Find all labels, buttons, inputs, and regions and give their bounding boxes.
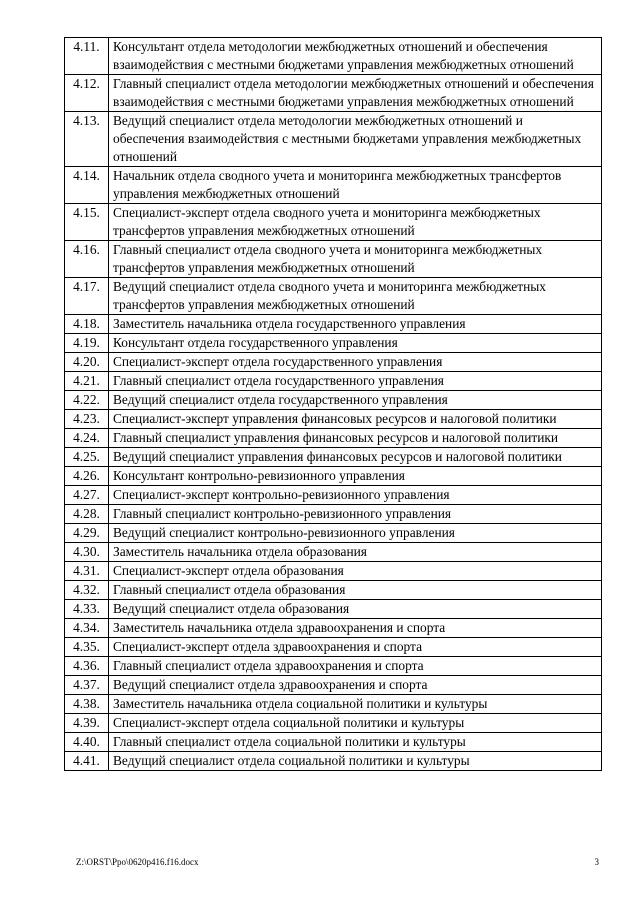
table-row (65, 600, 602, 619)
table-row (65, 353, 602, 372)
table-row (65, 657, 602, 676)
position-title: Ведущий специалист отдела сводного учета и мониторинга межбюджетных трансфертов управления межбюджетных отношений (109, 278, 602, 315)
position-title: Ведущий специалист отдела методологии межбюджетных отношений и обеспечения взаимодействия с местными бюджетами управления межбюджетных отношений (109, 112, 602, 167)
position-title: Ведущий специалист отдела образования (109, 600, 602, 619)
table-row (65, 562, 602, 581)
row-number: 4.30. (65, 543, 109, 562)
table-row (65, 410, 602, 429)
row-number: 4.27. (65, 486, 109, 505)
row-number: 4.18. (65, 315, 109, 334)
position-title: Консультант отдела методологии межбюджетных отношений и обеспечения взаимодействия с местными бюджетами управления межбюджетных отношений (109, 38, 602, 75)
table-row (65, 581, 602, 600)
position-title: Специалист-эксперт отдела здравоохранения и спорта (109, 638, 602, 657)
position-title: Ведущий специалист контрольно-ревизионного управления (109, 524, 602, 543)
row-number: 4.14. (65, 167, 109, 204)
position-title: Заместитель начальника отдела государственного управления (109, 315, 602, 334)
position-title: Заместитель начальника отдела здравоохранения и спорта (109, 619, 602, 638)
table-row (65, 241, 602, 278)
position-title: Консультант контрольно-ревизионного управления (109, 467, 602, 486)
row-number: 4.32. (65, 581, 109, 600)
row-number: 4.17. (65, 278, 109, 315)
footer-page-number: 3 (594, 857, 599, 867)
position-title: Главный специалист отдела методологии межбюджетных отношений и обеспечения взаимодействия с местными бюджетами управления межбюджетных отношений (109, 75, 602, 112)
position-title: Специалист-эксперт отдела государственного управления (109, 353, 602, 372)
row-number: 4.13. (65, 112, 109, 167)
position-title: Специалист-эксперт отдела социальной политики и культуры (109, 714, 602, 733)
table-row (65, 429, 602, 448)
table-row (65, 448, 602, 467)
table-row (65, 372, 602, 391)
row-number: 4.25. (65, 448, 109, 467)
table-row (65, 524, 602, 543)
row-number: 4.24. (65, 429, 109, 448)
row-number: 4.23. (65, 410, 109, 429)
positions-table (64, 37, 602, 771)
position-title: Консультант отдела государственного управления (109, 334, 602, 353)
row-number: 4.21. (65, 372, 109, 391)
table-row (65, 167, 602, 204)
table-row (65, 619, 602, 638)
table-row (65, 75, 602, 112)
table-row (65, 543, 602, 562)
position-title: Главный специалист управления финансовых ресурсов и налоговой политики (109, 429, 602, 448)
table-row (65, 278, 602, 315)
row-number: 4.40. (65, 733, 109, 752)
row-number: 4.29. (65, 524, 109, 543)
row-number: 4.37. (65, 676, 109, 695)
row-number: 4.26. (65, 467, 109, 486)
position-title: Начальник отдела сводного учета и мониторинга межбюджетных трансфертов управления межбюджетных отношений (109, 167, 602, 204)
position-title: Главный специалист контрольно-ревизионного управления (109, 505, 602, 524)
position-title: Ведущий специалист отдела социальной политики и культуры (109, 752, 602, 771)
row-number: 4.15. (65, 204, 109, 241)
row-number: 4.31. (65, 562, 109, 581)
positions-table-body (65, 38, 602, 771)
position-title: Специалист-эксперт управления финансовых ресурсов и налоговой политики (109, 410, 602, 429)
table-row (65, 505, 602, 524)
row-number: 4.11. (65, 38, 109, 75)
table-row (65, 315, 602, 334)
table-row (65, 486, 602, 505)
table-row (65, 334, 602, 353)
footer-file-path: Z:\ORST\Ppo\0620p416.f16.docx (76, 857, 199, 867)
position-title: Главный специалист отдела социальной политики и культуры (109, 733, 602, 752)
position-title: Специалист-эксперт отдела образования (109, 562, 602, 581)
table-row (65, 38, 602, 75)
row-number: 4.39. (65, 714, 109, 733)
position-title: Ведущий специалист отдела здравоохранения и спорта (109, 676, 602, 695)
position-title: Заместитель начальника отдела образования (109, 543, 602, 562)
table-row (65, 676, 602, 695)
table-row (65, 467, 602, 486)
position-title: Ведущий специалист управления финансовых ресурсов и налоговой политики (109, 448, 602, 467)
row-number: 4.22. (65, 391, 109, 410)
row-number: 4.36. (65, 657, 109, 676)
position-title: Специалист-эксперт контрольно-ревизионного управления (109, 486, 602, 505)
position-title: Ведущий специалист отдела государственного управления (109, 391, 602, 410)
position-title: Главный специалист отдела образования (109, 581, 602, 600)
row-number: 4.16. (65, 241, 109, 278)
row-number: 4.34. (65, 619, 109, 638)
row-number: 4.33. (65, 600, 109, 619)
table-row (65, 391, 602, 410)
positions-table-container (64, 37, 601, 771)
row-number: 4.12. (65, 75, 109, 112)
table-row (65, 733, 602, 752)
table-row (65, 714, 602, 733)
table-row (65, 638, 602, 657)
table-row (65, 112, 602, 167)
position-title: Заместитель начальника отдела социальной политики и культуры (109, 695, 602, 714)
table-row (65, 204, 602, 241)
row-number: 4.19. (65, 334, 109, 353)
row-number: 4.20. (65, 353, 109, 372)
position-title: Главный специалист отдела государственного управления (109, 372, 602, 391)
table-row (65, 752, 602, 771)
position-title: Главный специалист отдела здравоохранения и спорта (109, 657, 602, 676)
table-row (65, 695, 602, 714)
position-title: Специалист-эксперт отдела сводного учета и мониторинга межбюджетных трансфертов управления межбюджетных отношений (109, 204, 602, 241)
row-number: 4.35. (65, 638, 109, 657)
row-number: 4.38. (65, 695, 109, 714)
row-number: 4.41. (65, 752, 109, 771)
position-title: Главный специалист отдела сводного учета и мониторинга межбюджетных трансфертов управления межбюджетных отношений (109, 241, 602, 278)
row-number: 4.28. (65, 505, 109, 524)
